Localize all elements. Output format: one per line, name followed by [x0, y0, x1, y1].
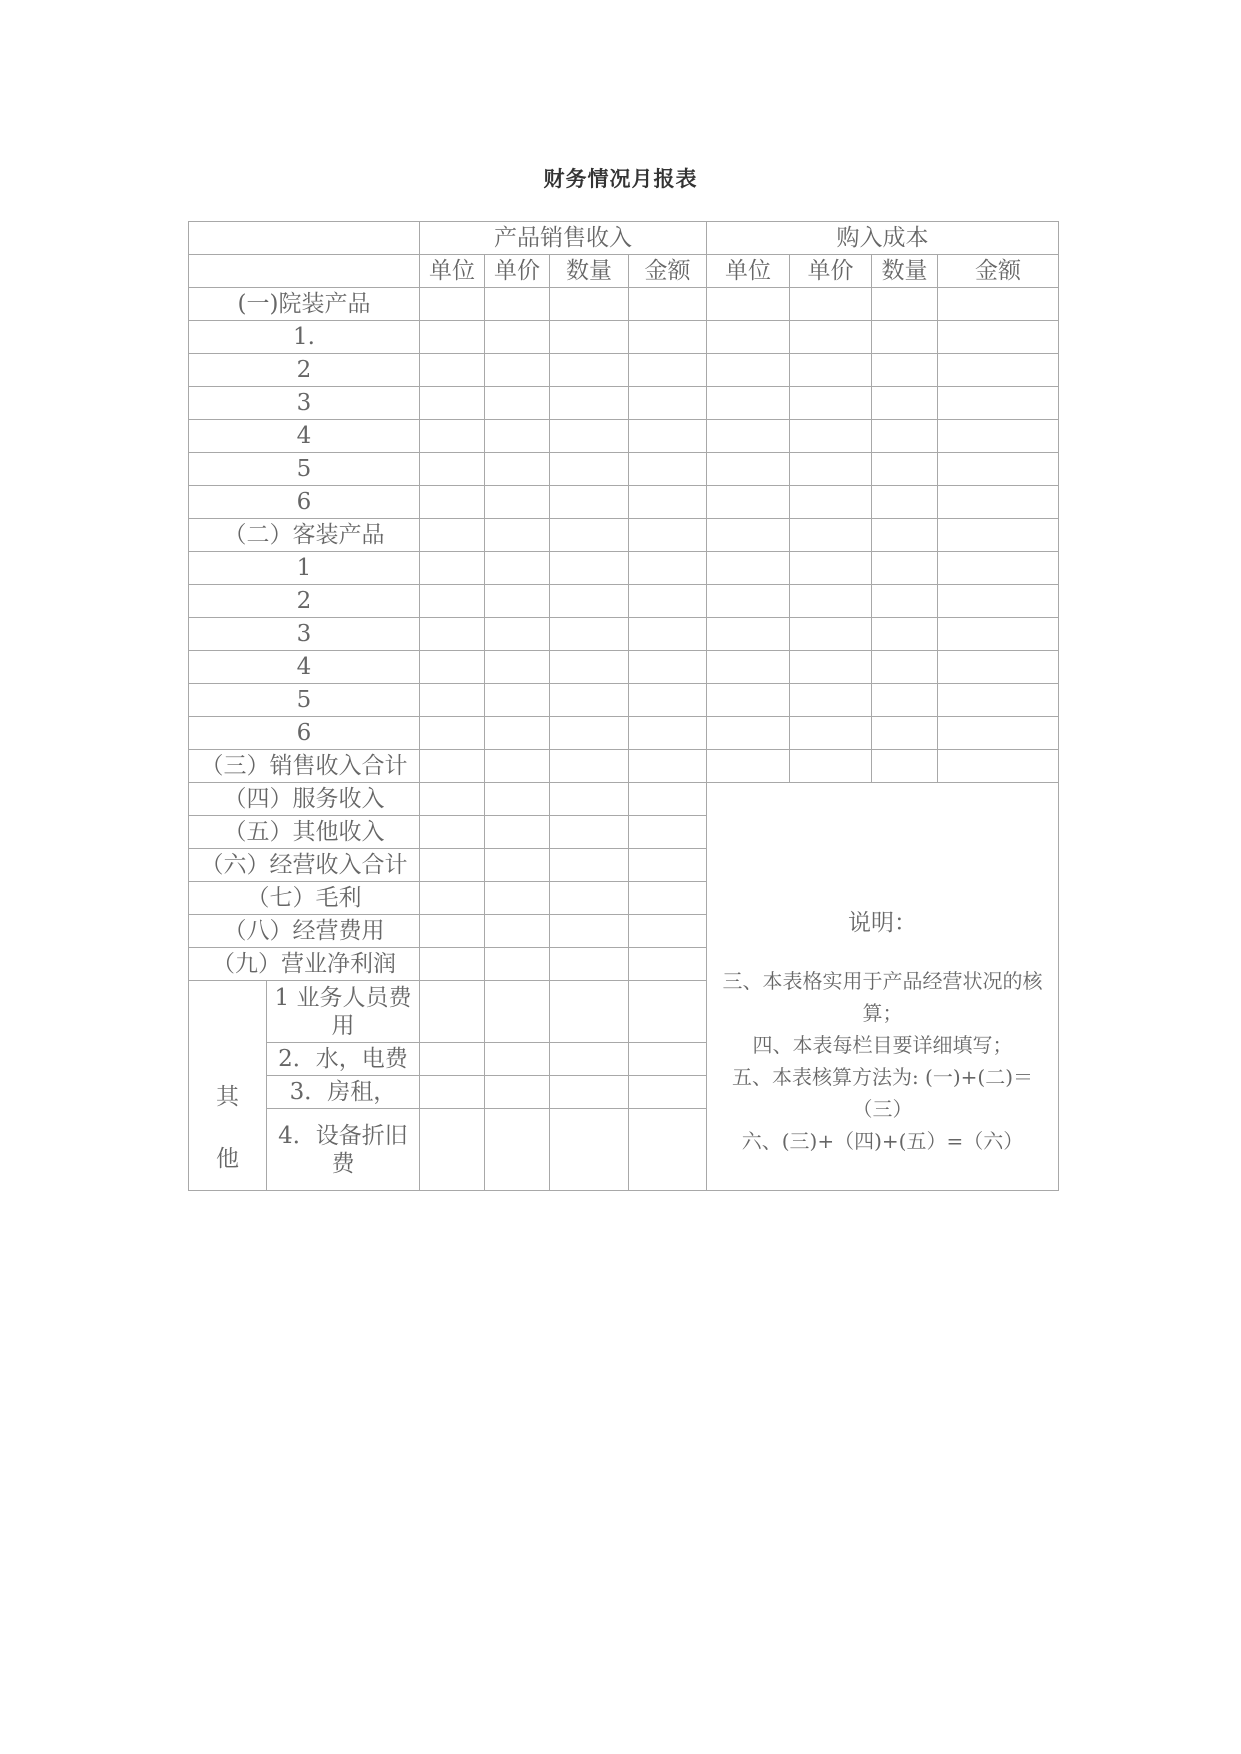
entry-cell[interactable]	[420, 717, 485, 750]
entry-cell[interactable]	[420, 816, 485, 849]
cost-group-header: 购入成本	[707, 222, 1059, 255]
entry-cell[interactable]	[872, 717, 938, 750]
entry-cell[interactable]	[485, 915, 550, 948]
entry-cell[interactable]	[707, 354, 790, 387]
table-row	[189, 453, 1059, 486]
entry-cell[interactable]	[938, 651, 1059, 684]
entry-cell[interactable]	[790, 684, 872, 717]
entry-cell[interactable]	[629, 420, 707, 453]
entry-cell[interactable]	[485, 948, 550, 981]
row-label: （二）客装产品	[189, 519, 420, 552]
row-label: （四）服务收入	[189, 783, 420, 816]
entry-cell[interactable]	[420, 684, 485, 717]
entry-cell[interactable]	[485, 519, 550, 552]
entry-cell[interactable]	[629, 717, 707, 750]
entry-cell[interactable]	[420, 1109, 485, 1191]
entry-cell[interactable]	[420, 552, 485, 585]
entry-cell[interactable]	[938, 420, 1059, 453]
entry-cell[interactable]	[485, 354, 550, 387]
entry-cell[interactable]	[550, 453, 629, 486]
entry-cell[interactable]	[420, 585, 485, 618]
entry-cell[interactable]	[707, 387, 790, 420]
entry-cell[interactable]	[485, 420, 550, 453]
expense-item-label: 3．房租，	[267, 1076, 420, 1109]
entry-cell[interactable]	[485, 849, 550, 882]
entry-cell[interactable]	[707, 651, 790, 684]
column-header: 数量	[550, 255, 629, 288]
entry-cell[interactable]	[629, 1043, 707, 1076]
entry-cell[interactable]	[550, 519, 629, 552]
row-label: 5	[189, 453, 420, 486]
entry-cell[interactable]	[872, 750, 938, 783]
entry-cell[interactable]	[707, 321, 790, 354]
entry-cell[interactable]	[420, 453, 485, 486]
entry-cell[interactable]	[420, 750, 485, 783]
entry-cell[interactable]	[550, 354, 629, 387]
entry-cell[interactable]	[629, 882, 707, 915]
entry-cell[interactable]	[629, 354, 707, 387]
entry-cell[interactable]	[420, 882, 485, 915]
entry-cell[interactable]	[550, 849, 629, 882]
entry-cell[interactable]	[790, 750, 872, 783]
entry-cell[interactable]	[790, 486, 872, 519]
entry-cell[interactable]	[629, 585, 707, 618]
entry-cell[interactable]	[790, 321, 872, 354]
entry-cell[interactable]	[872, 618, 938, 651]
entry-cell[interactable]	[550, 552, 629, 585]
entry-cell[interactable]	[707, 618, 790, 651]
table-row	[189, 321, 1059, 354]
entry-cell[interactable]	[550, 816, 629, 849]
table-row	[189, 552, 1059, 585]
entry-cell[interactable]	[485, 717, 550, 750]
entry-cell[interactable]	[872, 354, 938, 387]
table-row	[189, 651, 1059, 684]
entry-cell[interactable]	[420, 651, 485, 684]
row-label: （三）销售收入合计	[189, 750, 420, 783]
row-label: 6	[189, 717, 420, 750]
entry-cell[interactable]	[629, 915, 707, 948]
sales-group-header: 产品销售收入	[420, 222, 707, 255]
entry-cell[interactable]	[550, 981, 629, 1043]
notes-cell	[707, 783, 1059, 1191]
entry-cell[interactable]	[872, 519, 938, 552]
entry-cell[interactable]	[550, 1076, 629, 1109]
entry-cell[interactable]	[485, 321, 550, 354]
entry-cell[interactable]	[707, 684, 790, 717]
entry-cell[interactable]	[485, 453, 550, 486]
table-row	[189, 354, 1059, 387]
row-label: （七）毛利	[189, 882, 420, 915]
entry-cell[interactable]	[872, 585, 938, 618]
entry-cell[interactable]	[420, 321, 485, 354]
entry-cell[interactable]	[485, 750, 550, 783]
entry-cell[interactable]	[872, 387, 938, 420]
entry-cell[interactable]	[550, 387, 629, 420]
entry-cell[interactable]	[629, 948, 707, 981]
entry-cell[interactable]	[550, 486, 629, 519]
page-title: 财务情况月报表	[543, 166, 698, 191]
entry-cell[interactable]	[485, 816, 550, 849]
table-row	[189, 222, 1059, 255]
entry-cell[interactable]	[485, 1043, 550, 1076]
entry-cell[interactable]	[707, 519, 790, 552]
entry-cell[interactable]	[485, 387, 550, 420]
entry-cell[interactable]	[938, 717, 1059, 750]
row-label: 3	[189, 618, 420, 651]
entry-cell[interactable]	[790, 717, 872, 750]
header-corner-cell	[189, 255, 420, 288]
column-header: 单位	[420, 255, 485, 288]
row-label: 4	[189, 420, 420, 453]
column-header: 单位	[707, 255, 790, 288]
entry-cell[interactable]	[629, 453, 707, 486]
entry-cell[interactable]	[420, 849, 485, 882]
entry-cell[interactable]	[938, 321, 1059, 354]
table-row	[189, 420, 1059, 453]
entry-cell[interactable]	[550, 882, 629, 915]
entry-cell[interactable]	[420, 387, 485, 420]
entry-cell[interactable]	[790, 420, 872, 453]
entry-cell[interactable]	[707, 420, 790, 453]
entry-cell[interactable]	[707, 552, 790, 585]
entry-cell[interactable]	[790, 519, 872, 552]
entry-cell[interactable]	[420, 1076, 485, 1109]
expense-item-label: 1 业务人员费用	[267, 981, 420, 1043]
entry-cell[interactable]	[420, 981, 485, 1043]
entry-cell[interactable]	[938, 618, 1059, 651]
entry-cell[interactable]	[485, 783, 550, 816]
entry-cell[interactable]	[872, 684, 938, 717]
entry-cell[interactable]	[420, 915, 485, 948]
entry-cell[interactable]	[872, 486, 938, 519]
entry-cell[interactable]	[707, 717, 790, 750]
entry-cell[interactable]	[485, 1076, 550, 1109]
entry-cell[interactable]	[707, 288, 790, 321]
entry-cell[interactable]	[420, 486, 485, 519]
entry-cell[interactable]	[629, 981, 707, 1043]
notes-line: 五、本表核算方法为: (一)+(二)＝（三）	[731, 1065, 1034, 1121]
table-row	[189, 288, 1059, 321]
entry-cell[interactable]	[629, 618, 707, 651]
entry-cell[interactable]	[550, 618, 629, 651]
table-row	[189, 717, 1059, 750]
entry-cell[interactable]	[872, 321, 938, 354]
entry-cell[interactable]	[485, 486, 550, 519]
row-label: （九）营业净利润	[189, 948, 420, 981]
entry-cell[interactable]	[550, 585, 629, 618]
table-row	[189, 684, 1059, 717]
notes-line: 三、本表格实用于产品经营状况的核算；	[722, 969, 1043, 1025]
entry-cell[interactable]	[707, 585, 790, 618]
column-header: 金额	[938, 255, 1059, 288]
table-row	[189, 783, 1059, 816]
table-row	[189, 387, 1059, 420]
expense-item-label: 2．水，电费	[267, 1043, 420, 1076]
entry-cell[interactable]	[629, 486, 707, 519]
entry-cell[interactable]	[550, 288, 629, 321]
entry-cell[interactable]	[485, 981, 550, 1043]
row-label: 2	[189, 354, 420, 387]
entry-cell[interactable]	[629, 552, 707, 585]
entry-cell[interactable]	[550, 915, 629, 948]
entry-cell[interactable]	[629, 387, 707, 420]
row-label: 1	[189, 552, 420, 585]
row-label: （五）其他收入	[189, 816, 420, 849]
entry-cell[interactable]	[790, 387, 872, 420]
entry-cell[interactable]	[485, 684, 550, 717]
entry-cell[interactable]	[790, 618, 872, 651]
entry-cell[interactable]	[550, 717, 629, 750]
entry-cell[interactable]	[550, 420, 629, 453]
table-row	[189, 486, 1059, 519]
notes-heading: 说明：	[848, 910, 917, 936]
row-label: (一)院装产品	[189, 288, 420, 321]
entry-cell[interactable]	[550, 750, 629, 783]
entry-cell[interactable]	[550, 783, 629, 816]
entry-cell[interactable]	[872, 552, 938, 585]
entry-cell[interactable]	[420, 420, 485, 453]
entry-cell[interactable]	[872, 651, 938, 684]
entry-cell[interactable]	[485, 552, 550, 585]
entry-cell[interactable]	[485, 585, 550, 618]
entry-cell[interactable]	[872, 453, 938, 486]
table-row	[189, 255, 1059, 288]
entry-cell[interactable]	[707, 750, 790, 783]
entry-cell[interactable]	[938, 354, 1059, 387]
entry-cell[interactable]	[707, 486, 790, 519]
entry-cell[interactable]	[790, 453, 872, 486]
column-header: 数量	[872, 255, 938, 288]
entry-cell[interactable]	[420, 618, 485, 651]
entry-cell[interactable]	[550, 948, 629, 981]
row-label: 6	[189, 486, 420, 519]
entry-cell[interactable]	[790, 552, 872, 585]
entry-cell[interactable]	[872, 420, 938, 453]
entry-cell[interactable]	[629, 783, 707, 816]
other-label-char: 他	[216, 1146, 239, 1172]
header-corner-cell	[189, 222, 420, 255]
entry-cell[interactable]	[790, 288, 872, 321]
entry-cell[interactable]	[550, 321, 629, 354]
other-label-char: 其	[216, 1084, 239, 1110]
table-row	[189, 750, 1059, 783]
row-label: 3	[189, 387, 420, 420]
entry-cell[interactable]	[938, 552, 1059, 585]
entry-cell[interactable]	[629, 321, 707, 354]
entry-cell[interactable]	[629, 288, 707, 321]
entry-cell[interactable]	[629, 1109, 707, 1191]
entry-cell[interactable]	[420, 288, 485, 321]
entry-cell[interactable]	[629, 750, 707, 783]
entry-cell[interactable]	[420, 948, 485, 981]
entry-cell[interactable]	[550, 684, 629, 717]
row-label: （六）经营收入合计	[189, 849, 420, 882]
row-label: 2	[189, 585, 420, 618]
entry-cell[interactable]	[485, 618, 550, 651]
entry-cell[interactable]	[485, 1109, 550, 1191]
entry-cell[interactable]	[629, 651, 707, 684]
notes-line: 四、本表每栏目要详细填写；	[752, 1033, 1013, 1057]
entry-cell[interactable]	[938, 585, 1059, 618]
notes-line: 六、(三)+（四)+(五）=（六）	[741, 1129, 1024, 1153]
column-header: 单价	[790, 255, 872, 288]
entry-cell[interactable]	[938, 387, 1059, 420]
entry-cell[interactable]	[629, 849, 707, 882]
row-label: 4	[189, 651, 420, 684]
entry-cell[interactable]	[420, 519, 485, 552]
entry-cell[interactable]	[420, 783, 485, 816]
entry-cell[interactable]	[938, 750, 1059, 783]
other-expenses-label	[189, 981, 267, 1191]
row-label: （八）经营费用	[189, 915, 420, 948]
entry-cell[interactable]	[872, 288, 938, 321]
column-header: 金额	[629, 255, 707, 288]
entry-cell[interactable]	[790, 651, 872, 684]
entry-cell[interactable]	[550, 1109, 629, 1191]
entry-cell[interactable]	[485, 882, 550, 915]
entry-cell[interactable]	[790, 585, 872, 618]
entry-cell[interactable]	[420, 1043, 485, 1076]
entry-cell[interactable]	[938, 684, 1059, 717]
entry-cell[interactable]	[629, 684, 707, 717]
entry-cell[interactable]	[550, 1043, 629, 1076]
table-row	[189, 618, 1059, 651]
entry-cell[interactable]	[485, 288, 550, 321]
table-row	[189, 585, 1059, 618]
entry-cell[interactable]	[938, 453, 1059, 486]
entry-cell[interactable]	[550, 651, 629, 684]
entry-cell[interactable]	[420, 354, 485, 387]
expense-item-label: 4．设备折旧费	[267, 1109, 420, 1191]
entry-cell[interactable]	[938, 519, 1059, 552]
entry-cell[interactable]	[938, 486, 1059, 519]
financial-report-table	[188, 221, 1059, 1191]
table-row	[189, 519, 1059, 552]
entry-cell[interactable]	[629, 519, 707, 552]
entry-cell[interactable]	[485, 651, 550, 684]
entry-cell[interactable]	[629, 1076, 707, 1109]
row-label: 5	[189, 684, 420, 717]
entry-cell[interactable]	[629, 816, 707, 849]
row-label: 1.	[189, 321, 420, 354]
entry-cell[interactable]	[790, 354, 872, 387]
column-header: 单价	[485, 255, 550, 288]
entry-cell[interactable]	[938, 288, 1059, 321]
entry-cell[interactable]	[707, 453, 790, 486]
